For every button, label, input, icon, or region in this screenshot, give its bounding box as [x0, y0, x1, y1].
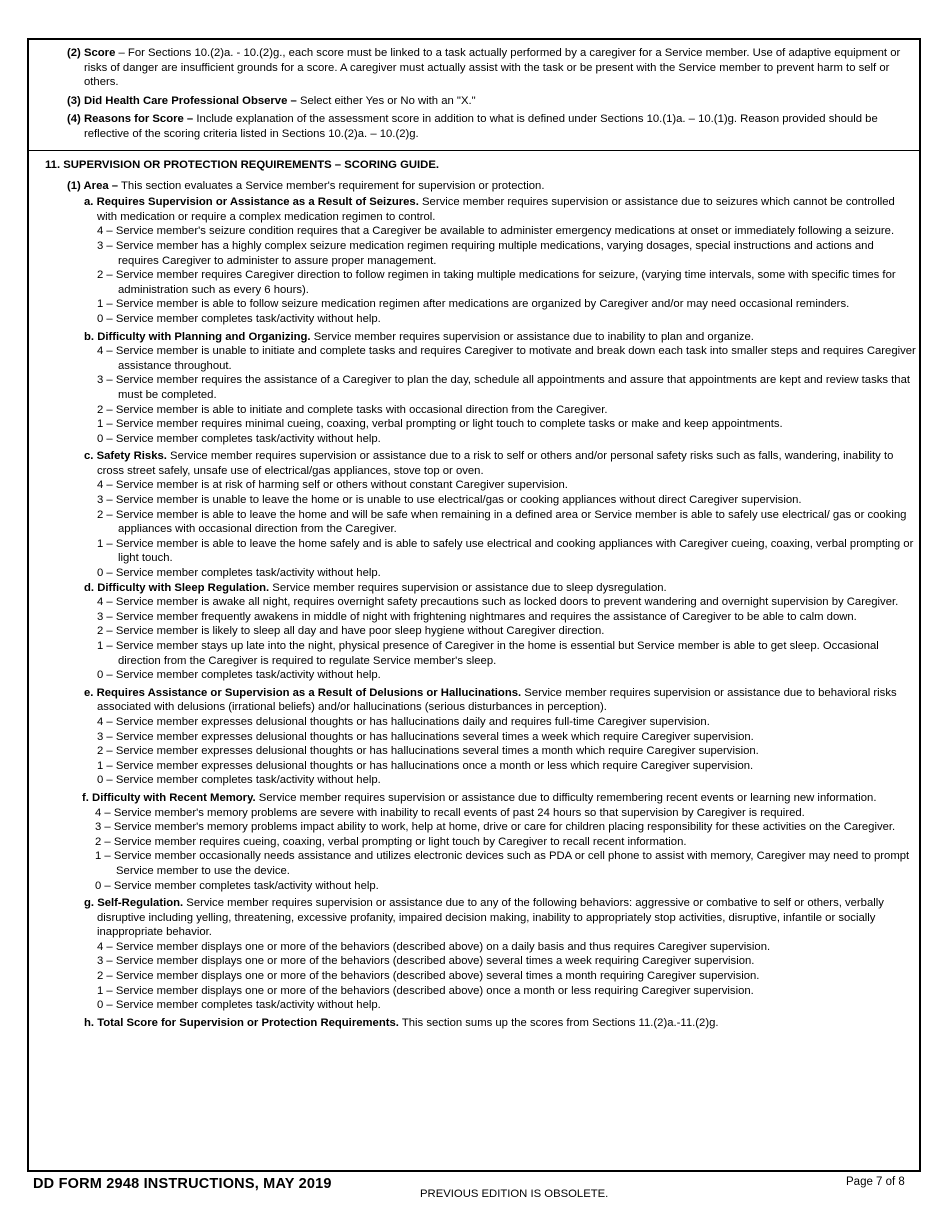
- score-c-1: 1 – Service member is able to leave the home safely and is able to safely use electrical and cooking appliances with Caregiver cueing, coaxing, verbal prompting or light touch.: [97, 537, 914, 565]
- score-b-1: 1 – Service member requires minimal cueing, coaxing, verbal prompting or light touch to complete tasks or make and keep appointments.: [97, 418, 783, 431]
- item-term: Did Health Care Professional Observe –: [83, 94, 297, 107]
- section-10-item-2: [67, 46, 915, 90]
- item-label: f.: [82, 791, 89, 804]
- item-f: [82, 791, 917, 806]
- item-label: e.: [84, 686, 94, 699]
- score-e-1: 1 – Service member expresses delusional thoughts or has hallucinations once a month or less which require Caregiver supervision.: [97, 759, 754, 772]
- item-desc: Service member requires supervision or assistance due to behavioral risks associated with delusions (irrational beliefs) and/or hallucinations (serious disturbances in perception).: [97, 686, 897, 714]
- section-10-item-3: [67, 94, 915, 109]
- score-g-1: 1 – Service member displays one or more of the behaviors (described above) once a month or less requiring Caregiver supervision.: [97, 984, 754, 997]
- score-e-0: 0 – Service member completes task/activity without help.: [97, 774, 381, 787]
- item-text: Select either Yes or No with an "X.": [299, 94, 476, 107]
- item-number: (4): [67, 113, 81, 126]
- section-10-continued: [29, 46, 919, 146]
- score-a-3: 3 – Service member has a highly complex seizure medication regimen requiring multiple medications, varying dosages, special instructions and actions and requires Caregiver to administer to assure proper management.: [97, 239, 874, 267]
- item-desc: Service member requires supervision or assistance due to any of the following behaviors: aggressive or combative to self or others, verbally disruptive including yelling, threatening, excessive profanity, impaired decision making, inability to appropriately stop activities, disruptive, infantile or socially inappropriate behavior.: [97, 897, 884, 939]
- item-title: Requires Assistance or Supervision as a Result of Delusions or Hallucinations.: [96, 686, 522, 699]
- item-c: [84, 449, 917, 478]
- score-e-4: 4 – Service member expresses delusional thoughts or has hallucinations daily and requires full-time Caregiver supervision.: [97, 715, 710, 728]
- item-title: Total Score for Supervision or Protection Requirements.: [97, 1016, 399, 1029]
- item-number: (2): [67, 47, 81, 59]
- score-d-4: 4 – Service member is awake all night, requires overnight safety precautions such as locked doors to prevent wandering and overnight supervision by Caregiver.: [97, 596, 899, 609]
- item-title: Safety Risks.: [96, 450, 167, 463]
- score-b-2: 2 – Service member is able to initiate and complete tasks with occasional direction from the Caregiver.: [97, 403, 608, 416]
- obsolete-notice: PREVIOUS EDITION IS OBSOLETE.: [420, 1188, 609, 1200]
- item-title: Difficulty with Sleep Regulation.: [97, 581, 270, 594]
- item-d: [84, 581, 917, 596]
- item-label: g.: [84, 897, 95, 910]
- item-desc: This section sums up the scores from Sections 11.(2)a.-11.(2)g.: [398, 1016, 719, 1029]
- form-title: DD FORM 2948 INSTRUCTIONS, MAY 2019: [33, 1176, 332, 1192]
- item-term: Reasons for Score –: [83, 113, 194, 126]
- score-f-0: 0 – Service member completes task/activity without help.: [95, 879, 379, 892]
- area-text: This section evaluates a Service member's requirement for supervision or protection.: [118, 179, 545, 192]
- score-b-0: 0 – Service member completes task/activity without help.: [97, 432, 381, 445]
- score-g-4: 4 – Service member displays one or more of the behaviors (described above) on a daily basis and thus requires Caregiver supervision.: [97, 940, 771, 953]
- item-label: d.: [84, 581, 95, 594]
- score-a-1: 1 – Service member is able to follow seizure medication regimen after medications are organized by Caregiver and/or may need occasional reminders.: [97, 298, 850, 311]
- item-label: a.: [84, 196, 94, 209]
- item-e: [84, 686, 917, 715]
- item-a: [84, 195, 917, 224]
- item-desc: Service member requires supervision or assistance due to a risk to self or others and/or personal safety risks such as falls, wandering, inability to cross street safely, unsafe use of electrical/gas appliances, stove top or oven.: [97, 450, 894, 477]
- score-a-0: 0 – Service member completes task/activity without help.: [97, 312, 381, 325]
- page-number: Page 7 of 8: [846, 1176, 905, 1188]
- area-label: (1) Area –: [67, 179, 119, 192]
- item-term: Score: [83, 47, 116, 59]
- item-desc: Service member requires supervision or assistance due to difficulty remembering recent events or learning new information.: [255, 791, 877, 804]
- section-10-item-4: [67, 112, 915, 141]
- item-desc: Service member requires supervision or assistance due to inability to plan and organize.: [310, 330, 754, 343]
- score-a-4: 4 – Service member's seizure condition requires that a Caregiver be available to administer emergency medications at onset or immediately following a seizure.: [97, 225, 895, 238]
- score-f-3: 3 – Service member's memory problems impact ability to work, help at home, drive or care for children placing responsibility for these activities on the Caregiver.: [95, 821, 896, 834]
- score-f-1: 1 – Service member occasionally needs assistance and utilizes electronic devices such as PDA or cell phone to assist with memory, Caregiver may need to prompt Service member to use the device.: [95, 850, 910, 877]
- score-c-2: 2 – Service member is able to leave the home and will be safe when remaining in a defined area or Service member is able to safely use electrical/ gas or cooking appliances with occasional direction from the Caregiver.: [97, 508, 907, 536]
- item-label: b.: [84, 330, 95, 343]
- score-c-4: 4 – Service member is at risk of harming self or others without constant Caregiver supervision.: [97, 479, 568, 492]
- item-title: Difficulty with Planning and Organizing.: [97, 330, 311, 343]
- score-c-3: 3 – Service member is unable to leave the home or is unable to use electrical/gas or cooking appliances without direct Caregiver supervision.: [97, 494, 802, 507]
- score-e-3: 3 – Service member expresses delusional thoughts or has hallucinations several times a week which require Caregiver supervision.: [97, 730, 754, 743]
- score-b-3: 3 – Service member requires the assistance of a Caregiver to plan the day, schedule all appointments and assure that appointments are kept and review tasks that must be completed.: [97, 374, 910, 401]
- score-c-0: 0 – Service member completes task/activity without help.: [97, 567, 381, 580]
- score-f-4: 4 – Service member's memory problems are severe with inability to recall events of past 24 hours so that supervision by Caregiver is required.: [95, 806, 805, 819]
- item-title: Requires Supervision or Assistance as a Result of Seizures.: [96, 196, 419, 209]
- score-d-0: 0 – Service member completes task/activity without help.: [97, 669, 381, 682]
- item-dash: –: [115, 47, 128, 59]
- item-g: [84, 896, 917, 940]
- score-f-2: 2 – Service member requires cueing, coaxing, verbal prompting or light touch by Caregiver to recall recent information.: [95, 835, 687, 848]
- section-11-heading: 11. SUPERVISION OR PROTECTION REQUIREMENTS – SCORING GUIDE.: [45, 159, 439, 171]
- score-d-2: 2 – Service member is likely to sleep all day and have poor sleep hygiene without Caregiver direction.: [97, 625, 605, 638]
- item-number: (3): [67, 94, 81, 107]
- section-11: [29, 158, 919, 1030]
- area-line: [67, 179, 919, 194]
- score-g-3: 3 – Service member displays one or more of the behaviors (described above) several times a week requiring Caregiver supervision.: [97, 955, 755, 968]
- item-text: For Sections 10.(2)a. - 10.(2)g., each score must be linked to a task actually performed by a caregiver for a Service member. Use of adaptive equipment or risks of danger are insufficient grounds for a score. A caregiver must actually assist with the task or be present with the Service member to prevent harm to self or others.: [84, 47, 901, 89]
- item-label: h.: [84, 1016, 95, 1029]
- item-label: c.: [84, 450, 94, 463]
- score-a-2: 2 – Service member requires Caregiver direction to follow regimen in taking multiple medications for seizure, (varying time intervals, some with specific times for administration such as every 6 hours).: [97, 269, 896, 296]
- item-text: Include explanation of the assessment score in addition to what is defined under Sections 10.(1)a. – 10.(1)g. Reason provided should be reflective of the scoring criteria listed in Sections 10.(2)a. – 10.(2)g.: [84, 113, 878, 140]
- item-title: Difficulty with Recent Memory.: [92, 791, 256, 804]
- item-b: [84, 330, 917, 345]
- section-divider: [29, 150, 919, 151]
- score-g-2: 2 – Service member displays one or more of the behaviors (described above) several times a month requiring Caregiver supervision.: [97, 970, 760, 983]
- score-g-0: 0 – Service member completes task/activity without help.: [97, 999, 381, 1012]
- item-title: Self-Regulation.: [97, 897, 184, 910]
- score-b-4: 4 – Service member is unable to initiate and complete tasks and requires Caregiver to motivate and break down each task into smaller steps and requires Caregiver assistance throughout.: [97, 345, 916, 372]
- item-h: [84, 1016, 917, 1031]
- score-d-3: 3 – Service member frequently awakens in middle of night with frightening nightmares and requires the assistance of Caregiver to be able to calm down.: [97, 610, 857, 623]
- score-d-1: 1 – Service member stays up late into the night, physical presence of Caregiver in the home is essential but Service member is able to get sleep. Occasional direction from the Caregiver is required to regulate Service member's sleep.: [97, 640, 879, 667]
- item-desc: Service member requires supervision or assistance due to sleep dysregulation.: [269, 581, 667, 594]
- score-e-2: 2 – Service member expresses delusional thoughts or has hallucinations several times a month which require Caregiver supervision.: [97, 745, 759, 758]
- item-desc: Service member requires supervision or assistance due to seizures which cannot be controlled with medication or require a complex medication regimen to control.: [97, 196, 895, 223]
